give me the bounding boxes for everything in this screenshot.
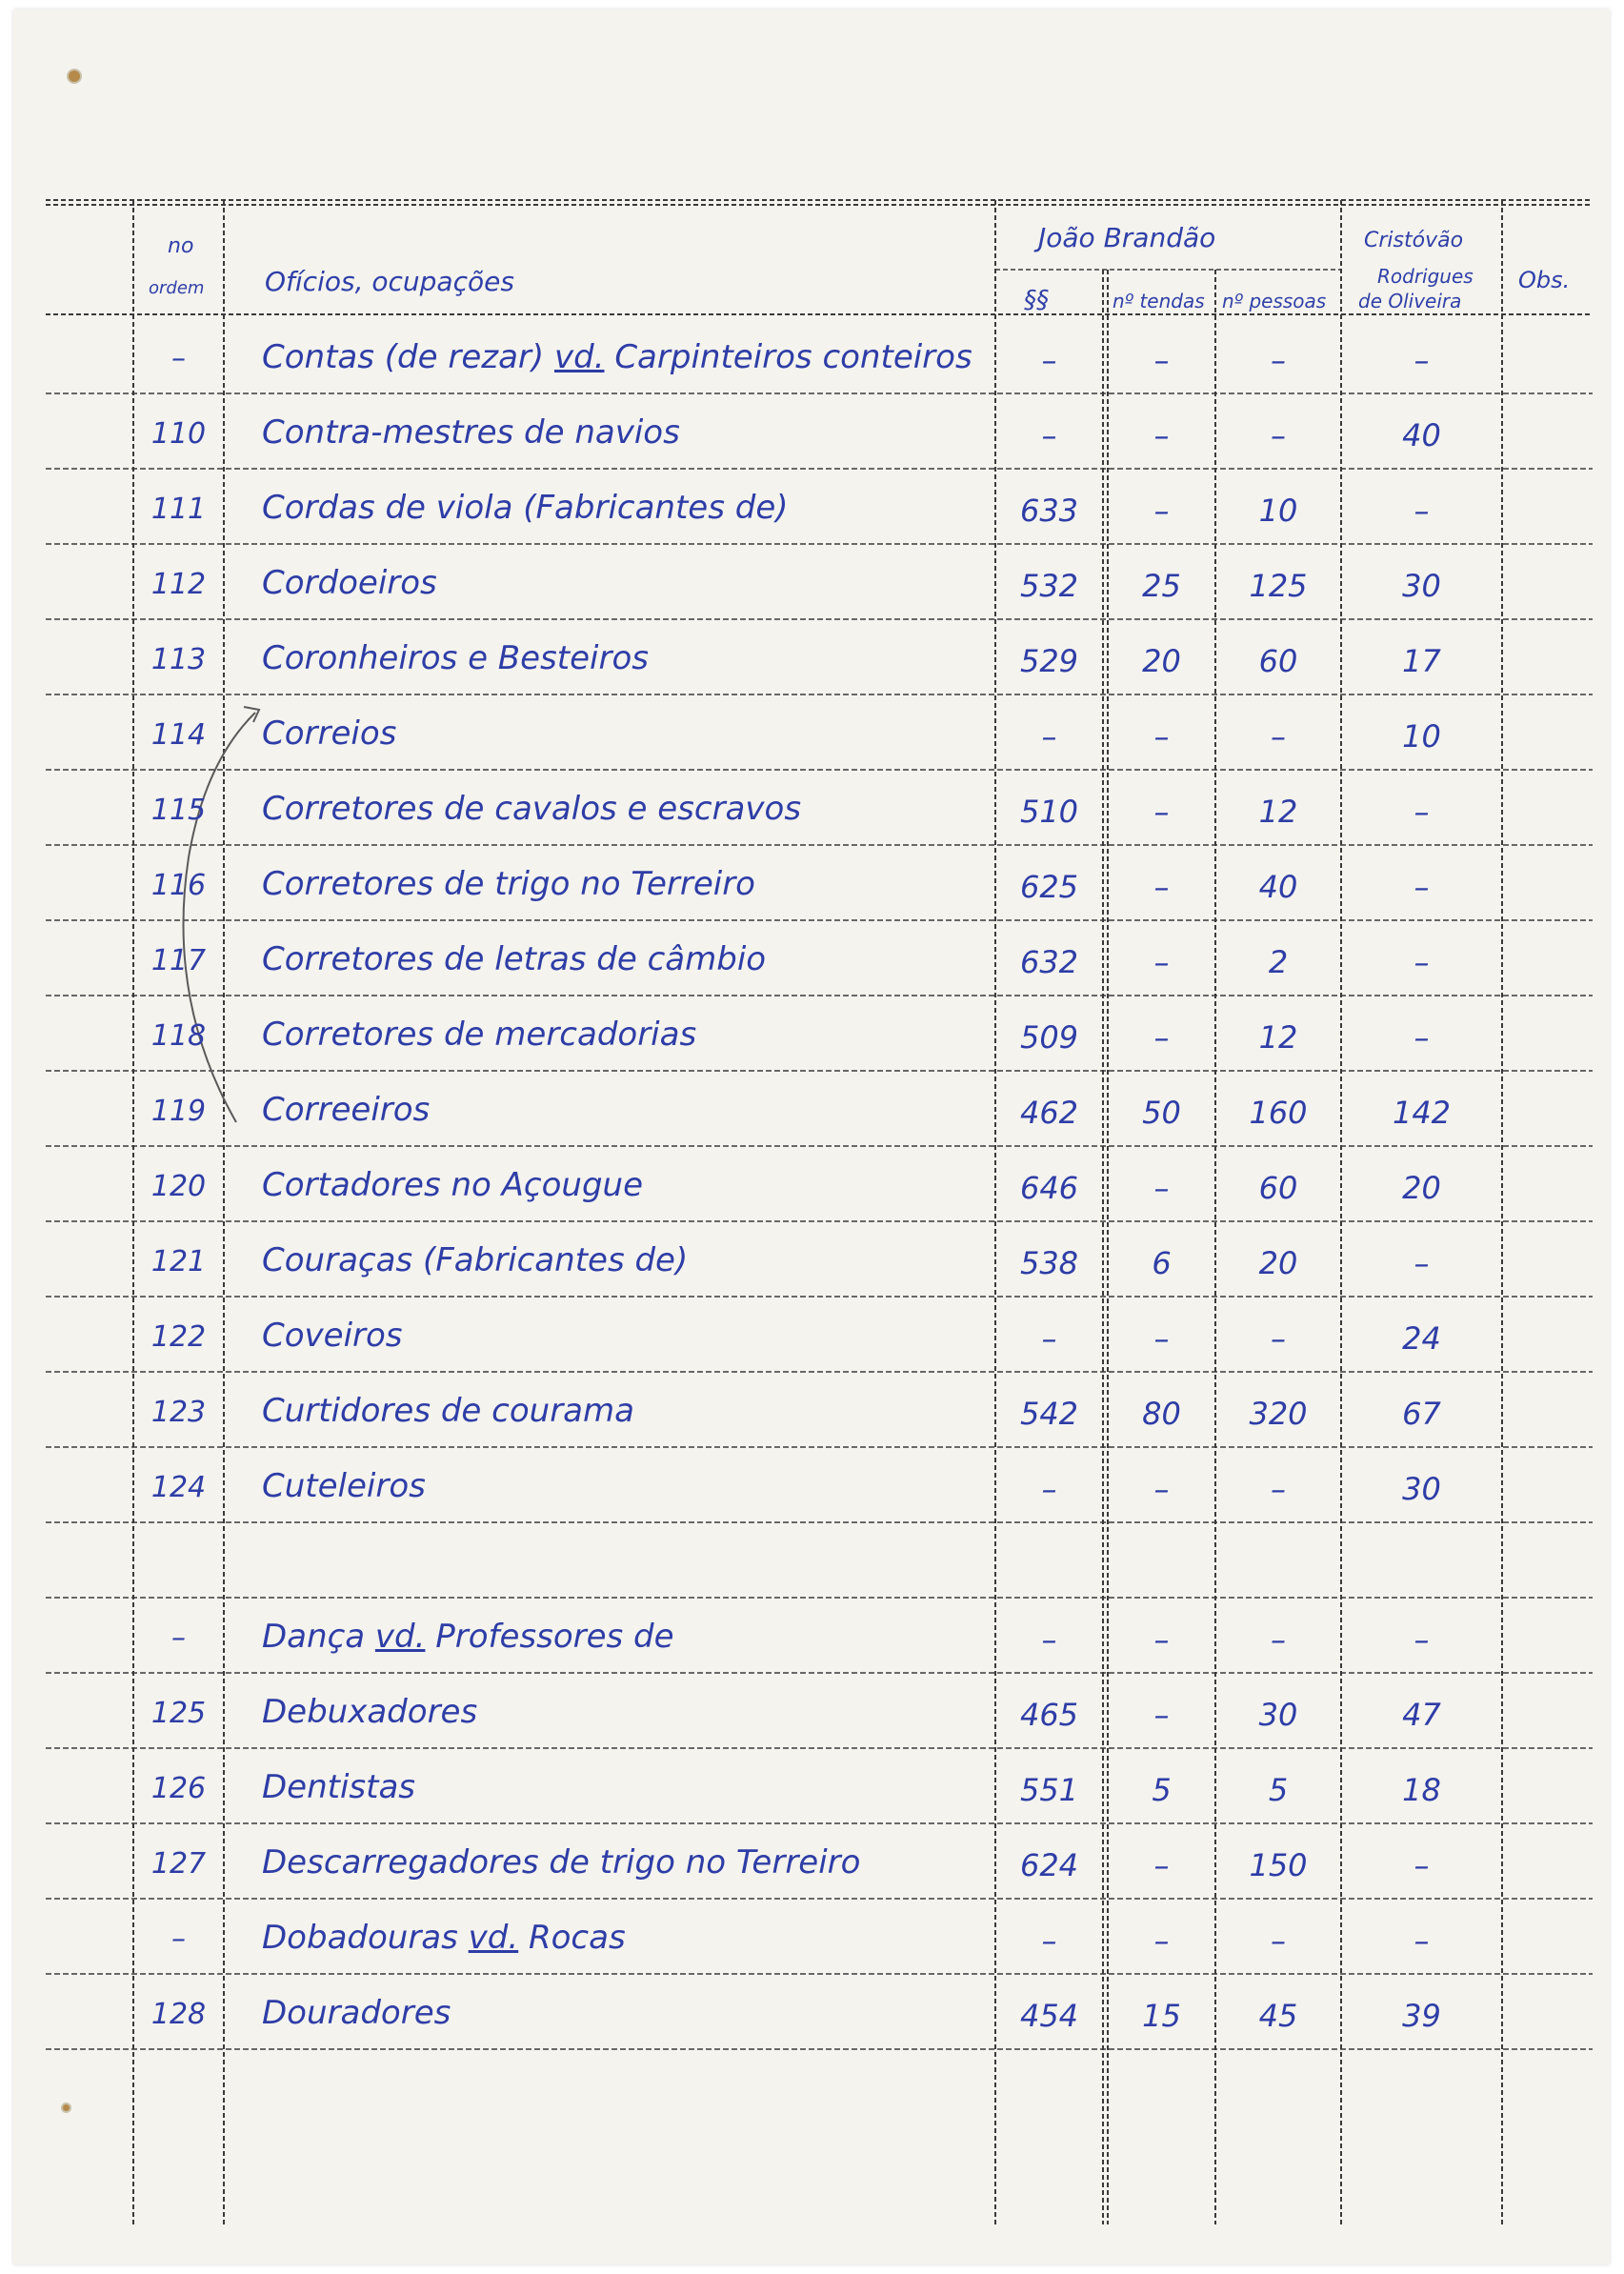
header-col-obs: Obs. xyxy=(1518,267,1571,293)
row-ss: – xyxy=(1041,1320,1057,1357)
cross-reference-target: Carpinteiros conteiros xyxy=(614,338,972,376)
row-ss: – xyxy=(1041,1922,1057,1959)
row-tendas: – xyxy=(1153,1621,1170,1658)
row-cristovao: 17 xyxy=(1402,643,1441,679)
row-pessoas: 45 xyxy=(1258,1998,1298,2034)
row-cristovao: 39 xyxy=(1402,1998,1441,2034)
row-pessoas: 12 xyxy=(1258,794,1298,830)
row-pessoas: 160 xyxy=(1249,1095,1308,1131)
cross-reference-target: Professores de xyxy=(435,1618,674,1656)
row-pessoas: 60 xyxy=(1258,643,1298,679)
row-number: 112 xyxy=(150,568,207,601)
row-tendas: – xyxy=(1153,1922,1170,1959)
row-occupation xyxy=(262,1994,451,2032)
row-tendas: – xyxy=(1153,944,1170,980)
row-ss: 462 xyxy=(1019,1095,1079,1131)
row-cristovao: 47 xyxy=(1402,1697,1441,1733)
row-ss: 529 xyxy=(1019,643,1079,679)
header-col-cristovao-line3: de Oliveira xyxy=(1358,290,1462,312)
row-number: 125 xyxy=(150,1697,207,1730)
header-col-cristovao-line2: Rodrigues xyxy=(1377,265,1474,288)
occupation-text: Corretores de cavalos e escravos xyxy=(262,790,802,828)
row-number: 128 xyxy=(150,1998,207,2031)
header-group-joao-brandao: João Brandão xyxy=(1038,222,1216,253)
row-ss: – xyxy=(1041,1471,1057,1507)
row-pessoas: 40 xyxy=(1258,869,1298,905)
row-occupation xyxy=(262,1392,634,1430)
row-occupation xyxy=(262,1317,403,1355)
row-occupation xyxy=(262,639,649,677)
row-occupation xyxy=(262,413,680,452)
row-ss: 633 xyxy=(1019,493,1079,529)
occupation-text: Descarregadores de trigo no Terreiro xyxy=(262,1843,861,1882)
row-ss: 532 xyxy=(1019,568,1079,604)
row-ss: 625 xyxy=(1019,869,1079,905)
occupation-text: Cortadores no Açougue xyxy=(262,1166,643,1204)
row-pessoas: 150 xyxy=(1249,1847,1308,1883)
row-pessoas: 12 xyxy=(1258,1019,1298,1056)
header-col-ss: §§ xyxy=(1024,286,1049,314)
occupation-text: Cordas de viola (Fabricantes de) xyxy=(262,489,789,527)
header-col-tendas: nº tendas xyxy=(1113,290,1205,312)
row-occupation xyxy=(262,338,972,376)
cross-reference-marker: vd. xyxy=(374,1618,426,1656)
occupation-text: Douradores xyxy=(262,1994,451,2032)
occupation-text: Correeiros xyxy=(262,1091,431,1129)
header-col-cristovao-line1: Cristóvão xyxy=(1364,229,1464,252)
row-number: 111 xyxy=(150,493,207,526)
occupation-text: Couraças (Fabricantes de) xyxy=(262,1241,689,1279)
header-col-occupation: Ofícios, ocupações xyxy=(265,266,514,297)
row-pessoas: – xyxy=(1271,1621,1286,1658)
row-pessoas: 2 xyxy=(1268,944,1289,980)
row-pessoas: – xyxy=(1271,417,1286,453)
row-pessoas: 20 xyxy=(1258,1245,1298,1281)
pencil-arrow xyxy=(183,713,255,1122)
row-number: 122 xyxy=(150,1320,207,1354)
row-number: 119 xyxy=(150,1095,207,1128)
header-col-num-line1: no xyxy=(168,234,194,258)
row-ss: – xyxy=(1041,718,1057,755)
row-pessoas: – xyxy=(1271,718,1286,755)
row-occupation xyxy=(262,1241,689,1279)
occupation-text: Cuteleiros xyxy=(262,1467,426,1505)
row-occupation xyxy=(262,1091,431,1129)
row-tendas: – xyxy=(1153,794,1170,830)
row-cristovao: – xyxy=(1413,1245,1430,1281)
row-occupation xyxy=(262,1693,478,1731)
row-ss: 624 xyxy=(1019,1847,1079,1883)
row-tendas: – xyxy=(1153,718,1170,755)
row-occupation xyxy=(262,1016,697,1054)
row-number: 117 xyxy=(150,944,207,977)
row-pessoas: – xyxy=(1271,1471,1286,1507)
row-cristovao: 142 xyxy=(1392,1095,1452,1131)
row-tendas: – xyxy=(1153,1471,1170,1507)
row-occupation xyxy=(262,940,767,978)
row-cristovao: 40 xyxy=(1402,417,1441,453)
row-occupation xyxy=(262,790,802,828)
row-occupation xyxy=(262,714,397,753)
row-pessoas: 320 xyxy=(1249,1396,1308,1432)
row-cristovao: 20 xyxy=(1402,1170,1441,1206)
cross-reference-marker: vd. xyxy=(553,338,605,376)
row-cristovao: 10 xyxy=(1402,718,1441,755)
row-tendas: – xyxy=(1153,417,1170,453)
occupation-text: Debuxadores xyxy=(262,1693,478,1731)
row-ss: – xyxy=(1041,342,1057,378)
row-number: 115 xyxy=(150,794,207,827)
row-tendas: 15 xyxy=(1142,1998,1181,2034)
row-pessoas: 125 xyxy=(1249,568,1308,604)
occupation-text: Curtidores de courama xyxy=(262,1392,634,1430)
row-ss: 509 xyxy=(1019,1019,1079,1056)
occupation-text: Corretores de mercadorias xyxy=(262,1016,697,1054)
row-ss: 510 xyxy=(1019,794,1079,830)
row-tendas: 20 xyxy=(1142,643,1181,679)
row-tendas: – xyxy=(1153,1170,1170,1206)
row-occupation xyxy=(262,1768,416,1806)
row-tendas: – xyxy=(1153,869,1170,905)
row-tendas: 50 xyxy=(1142,1095,1181,1131)
row-tendas: 25 xyxy=(1142,568,1181,604)
row-cristovao: 30 xyxy=(1402,1471,1441,1507)
row-occupation xyxy=(262,865,755,903)
occupation-text: Cordoeiros xyxy=(262,564,437,602)
row-pessoas: 30 xyxy=(1258,1697,1298,1733)
occupation-text: Corretores de trigo no Terreiro xyxy=(262,865,755,903)
row-pessoas: – xyxy=(1271,1320,1286,1357)
row-occupation xyxy=(262,1166,643,1204)
row-cristovao: – xyxy=(1413,1847,1430,1883)
row-number: 120 xyxy=(150,1170,207,1203)
row-number: – xyxy=(171,1621,186,1655)
row-pessoas: 60 xyxy=(1258,1170,1298,1206)
row-number: 127 xyxy=(150,1847,207,1881)
row-number: 113 xyxy=(150,643,207,676)
row-tendas: – xyxy=(1153,1847,1170,1883)
occupation-text: Dentistas xyxy=(262,1768,416,1806)
row-cristovao: – xyxy=(1413,493,1430,529)
row-ss: 551 xyxy=(1019,1772,1079,1808)
row-occupation xyxy=(262,1467,426,1505)
row-tendas: – xyxy=(1153,342,1170,378)
row-tendas: 6 xyxy=(1152,1245,1172,1281)
row-number: – xyxy=(171,1922,186,1956)
header-col-pessoas: nº pessoas xyxy=(1222,290,1327,312)
row-cristovao: 30 xyxy=(1402,568,1441,604)
row-number: 114 xyxy=(150,718,207,752)
cross-reference-target: Rocas xyxy=(529,1919,626,1957)
row-cristovao: – xyxy=(1413,342,1430,378)
row-cristovao: – xyxy=(1413,1019,1430,1056)
occupation-text: Dobadouras xyxy=(262,1919,458,1957)
row-cristovao: – xyxy=(1413,794,1430,830)
row-number: 126 xyxy=(150,1772,207,1805)
occupation-text: Coronheiros e Besteiros xyxy=(262,639,649,677)
row-number: 123 xyxy=(150,1396,207,1429)
header-col-num-line2: ordem xyxy=(149,278,205,298)
row-cristovao: – xyxy=(1413,1621,1430,1658)
row-pessoas: – xyxy=(1271,342,1286,378)
row-occupation xyxy=(262,1843,861,1882)
row-ss: – xyxy=(1041,1621,1057,1658)
row-pessoas: – xyxy=(1271,1922,1286,1959)
row-ss: 542 xyxy=(1019,1396,1079,1432)
row-number: 124 xyxy=(150,1471,207,1504)
row-tendas: – xyxy=(1153,493,1170,529)
row-number: 121 xyxy=(150,1245,207,1278)
row-ss: 632 xyxy=(1019,944,1079,980)
occupation-text: Contas (de rezar) xyxy=(262,338,545,376)
row-occupation xyxy=(262,564,437,602)
row-cristovao: – xyxy=(1413,869,1430,905)
row-occupation xyxy=(262,1618,674,1656)
cross-reference-marker: vd. xyxy=(468,1919,519,1957)
row-tendas: 5 xyxy=(1152,1772,1172,1808)
row-pessoas: 10 xyxy=(1258,493,1298,529)
row-ss: 646 xyxy=(1019,1170,1079,1206)
row-cristovao: – xyxy=(1413,1922,1430,1959)
row-tendas: 80 xyxy=(1142,1396,1181,1432)
row-number: 116 xyxy=(150,869,207,902)
row-cristovao: 18 xyxy=(1402,1772,1441,1808)
occupation-text: Corretores de letras de câmbio xyxy=(262,940,767,978)
occupation-text: Correios xyxy=(262,714,397,753)
row-occupation xyxy=(262,489,789,527)
occupation-text: Dança xyxy=(262,1618,366,1656)
row-pessoas: 5 xyxy=(1268,1772,1289,1808)
row-ss: – xyxy=(1041,417,1057,453)
row-ss: 538 xyxy=(1019,1245,1079,1281)
row-ss: 465 xyxy=(1019,1697,1079,1733)
row-tendas: – xyxy=(1153,1019,1170,1056)
row-cristovao: 24 xyxy=(1402,1320,1441,1357)
row-number: – xyxy=(171,342,186,375)
row-occupation xyxy=(262,1919,626,1957)
row-number: 110 xyxy=(150,417,207,451)
row-tendas: – xyxy=(1153,1320,1170,1357)
occupation-text: Coveiros xyxy=(262,1317,403,1355)
occupation-text: Contra-mestres de navios xyxy=(262,413,680,452)
row-cristovao: 67 xyxy=(1402,1396,1441,1432)
row-number: 118 xyxy=(150,1019,207,1053)
row-tendas: – xyxy=(1153,1697,1170,1733)
row-cristovao: – xyxy=(1413,944,1430,980)
row-ss: 454 xyxy=(1019,1998,1079,2034)
